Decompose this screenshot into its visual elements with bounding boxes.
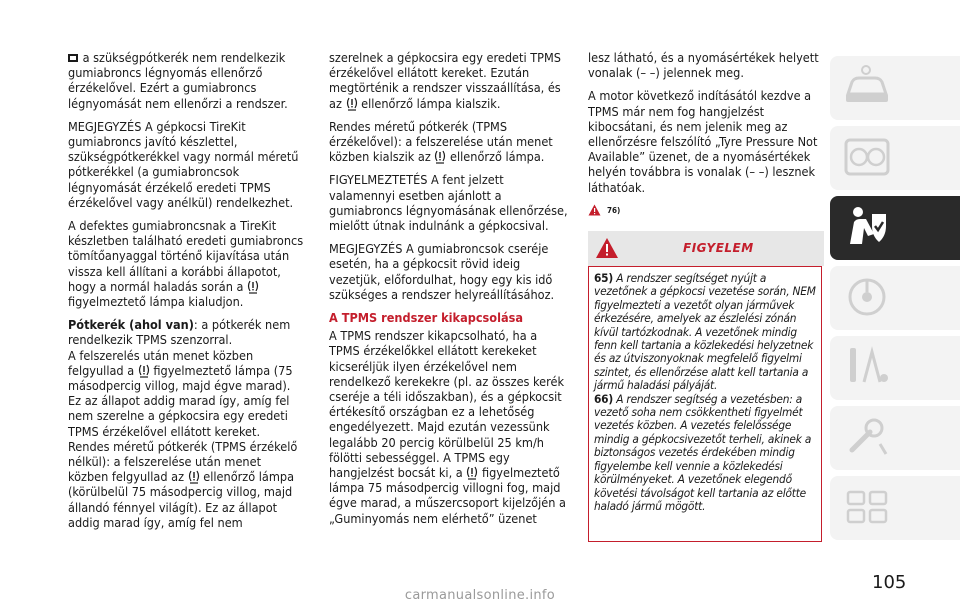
warning-triangle-icon: [595, 237, 619, 259]
tpms-warning-icon: [466, 465, 478, 480]
warning-header: [588, 231, 824, 266]
dashboard-icon: [842, 134, 892, 180]
text-column-1: [68, 50, 304, 530]
paragraph: A defektes gumiabroncsnak a TireKit készletben található eredeti gumiabroncs tömítőanyaggal történő kijavítása után vissza kell állítani a korábbi állapotot, hogy a normál haladás során a figyelmeztető lámpa kialudjon.: [68, 218, 304, 310]
specs-icon: [842, 484, 892, 530]
paragraph: A motor következő indításától kezdve a TPMS már nem fog hangjelzést kibocsátani, és nem jelenik meg az ellenőrzésre felszólító „Tyre Pressure Not Available” üzenet, de a nyomásértékek helyén továbbra is vonalak (– –) lesznek láthatóak.: [588, 88, 818, 195]
emergency-icon: [842, 344, 892, 390]
text-column-3: [588, 50, 824, 228]
service-icon: [842, 414, 892, 460]
safety-icon: [842, 204, 892, 250]
paragraph: FIGYELMEZTETÉS A fent jelzett valamennyi esetben ajánlott a gumiabroncs légnyomásának ellenőrzése, mielőtt útnak indulnánk a gépkocsival.: [329, 172, 568, 234]
tab-dashboard[interactable]: [830, 126, 960, 190]
tpms-warning-icon: [434, 149, 446, 164]
paragraph: Pótkerék (ahol van): a pótkerék nem rendelkezik TPMS szenzorral.: [68, 317, 291, 348]
chapter-sidebar: [830, 52, 960, 552]
text-column-2: [329, 50, 569, 526]
warning-item: 65) A rendszer segítséget nyújt a vezetőnek a gépkocsi vezetése során, NEM figyelmezteti a vezetőt olyan járművek érkezésére, amelyek az észlelési zónán kívül tartózkodnak. A vezetőnek mindig fenn kell tartania a közlekedési helyzetnek és az útviszonyoknak megfelelő figyelmi szintet, és ellenőrzése alatt kell tartania a jármű haladási pályáját.: [594, 271, 816, 393]
tab-emergency[interactable]: [830, 336, 960, 400]
paragraph: lesz látható, és a nyomásértékek helyett vonalak (– –) jelennek meg.: [588, 50, 819, 81]
tpms-warning-icon: [188, 469, 200, 484]
paragraph: szerelnek a gépkocsira egy eredeti TPMS érzékelővel ellátott kereket. Ezután megtörténik a rendszer visszaállítása, és az ellenőrző lámpa kialszik.: [329, 50, 561, 111]
small-bullet-icon: [68, 51, 79, 61]
tpms-warning-icon: [138, 363, 150, 378]
warning-box: [588, 266, 822, 542]
paragraph: a szükségpótkerék nem rendelkezik gumiabroncs légnyomás ellenőrző érzékelővel. Ezért a gumiabroncs légnyomását nem ellenőrzi a rendszer.: [68, 50, 288, 111]
tpms-warning-icon: [247, 279, 259, 294]
tab-car-info[interactable]: [830, 56, 960, 120]
tab-service[interactable]: [830, 406, 960, 470]
paragraph: A felszerelés után menet közben felgyullad a figyelmeztető lámpa (75 másodpercig villog, majd égve marad). Ez az állapot addig marad így, amíg fel nem szerelne a gépkocsira egy eredeti TPMS érzékelővel ellátott kereket.: [68, 347, 293, 439]
paragraph: MEGJEGYZÉS A gumiabroncsok cseréje esetén, ha a gépkocsit rövid ideig vezetjük, előfordulhat, hogy egy kis idő szükséges a rendszer helyreállításához.: [329, 241, 555, 302]
start-drive-icon: [842, 274, 892, 320]
warning-triangle-icon: [588, 204, 601, 216]
tab-safety[interactable]: [830, 196, 960, 260]
warning-reference[interactable]: [588, 203, 824, 218]
tpms-warning-icon: [346, 96, 358, 111]
paragraph: Rendes méretű pótkerék (TPMS érzékelő nélkül): a felszerelése után menet közben felgyullad az ellenőrző lámpa (körülbelül 75 másodpercig villog, majd állandó fénnyel világít). Ez az állapot addig marad így, amíg fel nem: [68, 438, 298, 530]
reference-number: 76): [607, 205, 621, 215]
page-number: 105: [872, 572, 907, 593]
tab-specs[interactable]: [830, 476, 960, 540]
warning-title: FIGYELEM: [683, 241, 754, 255]
section-heading: A TPMS rendszer kikapcsolása: [329, 310, 523, 326]
warning-item: 66) A rendszer segítség a vezetésben: a vezető soha nem csökkentheti figyelmét vezetés közben. A vezetés felelőssége mindig a gépkocsivezetőt terheli, akinek a biztonságos vezetés érdekében mindig figyelembe kell vennie a közlekedési körülményeket. A vezetőnek elegendő követési távolságot kell tartania az előtte haladó jármű mögött.: [594, 391, 812, 513]
paragraph: Rendes méretű pótkerék (TPMS érzékelővel): a felszerelése után menet közben kialszik az ellenőrző lámpa.: [329, 118, 553, 165]
tab-start-drive[interactable]: [830, 266, 960, 330]
watermark: carmanualsonline.info: [404, 588, 556, 603]
paragraph: A TPMS rendszer kikapcsolható, ha a TPMS érzékelőkkel ellátott kerekeket kicseréljük ilyen érzékelővel nem rendelkező kerekekre (pl. az összes kerék cseréje a téli időszakban), és a gépkocsit értékesítő országban ez a lehetőség engedélyezett. Majd ezután vezessünk legalább 20 percig körülbelül 25 km/h fölötti sebességgel. A TPMS egy hangjelzést bocsát ki, a figyelmeztető lámpa 75 másodpercig villogni fog, majd égve marad, a műszercsoport kijelzőjén a „Guminyomás nem elérhető” üzenet: [329, 328, 566, 526]
car-info-icon: [842, 64, 892, 110]
paragraph: MEGJEGYZÉS A gépkocsi TireKit gumiabroncs javító készlettel, szükségpótkerékkel vagy normál méretű pótkerékkel (a gumiabroncsok légnyomását érzékelő eredeti TPMS érzékelővel vagy anélkül) rendelkezhet.: [68, 118, 299, 210]
